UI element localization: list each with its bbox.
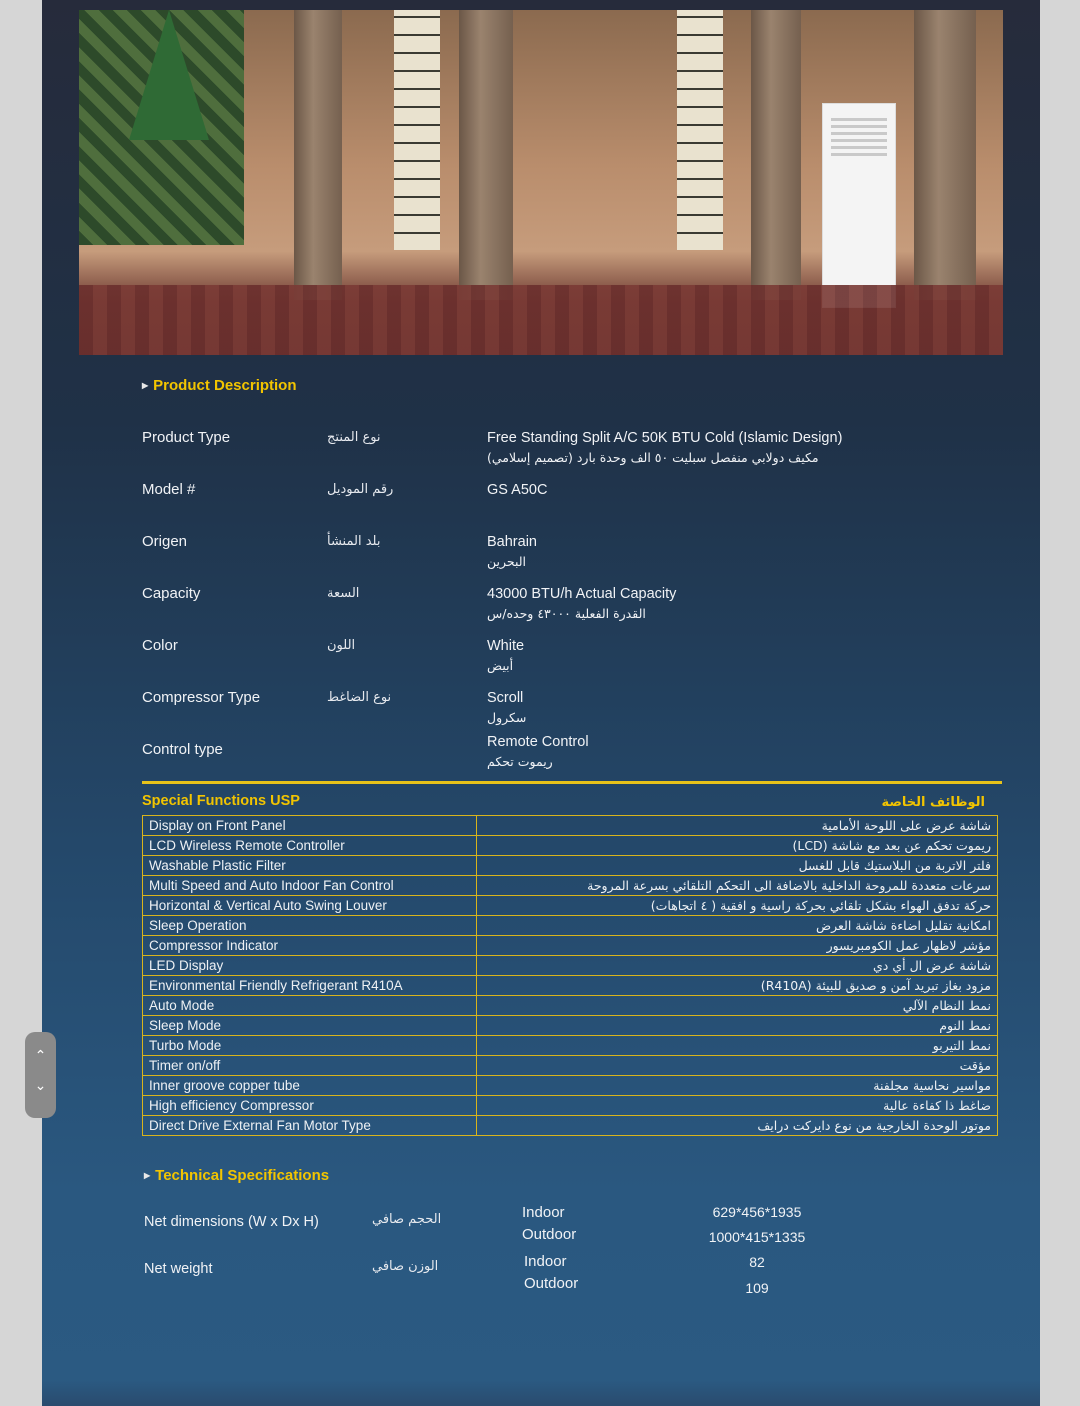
capacity-label: Capacity xyxy=(142,585,201,602)
table-row xyxy=(143,956,998,976)
table-row xyxy=(143,1016,998,1036)
function-ar: سرعات متعددة للمروحة الداخلية بالاضافة الى التحكم التلقائي بسرعة المروحة xyxy=(477,876,998,896)
function-en: Display on Front Panel xyxy=(143,816,477,836)
net-weight-indoor-value: 82 xyxy=(749,1254,765,1270)
origin-label-ar: بلد المنشأ xyxy=(327,534,381,549)
function-en: Washable Plastic Filter xyxy=(143,856,477,876)
function-en: Environmental Friendly Refrigerant R410A xyxy=(143,976,477,996)
table-row xyxy=(143,856,998,876)
function-ar: ريموت تحكم عن بعد مع شاشة (LCD) xyxy=(477,836,998,856)
function-ar: نمط التيربو xyxy=(477,1036,998,1056)
model-label: Model # xyxy=(142,481,196,498)
net-dimensions-outdoor-value: 1000*415*1335 xyxy=(708,1229,806,1245)
value-en: White xyxy=(487,638,525,654)
color-label-ar: اللون xyxy=(327,638,356,653)
triangle-bullet-icon: ▶ xyxy=(142,381,149,390)
table-row xyxy=(143,1096,998,1116)
left-margin xyxy=(0,0,42,1406)
table-row xyxy=(143,896,998,916)
table-row xyxy=(143,936,998,956)
product-type-value xyxy=(487,429,987,467)
brochure-page xyxy=(42,0,1040,1406)
table-row xyxy=(143,816,998,836)
table-row xyxy=(143,916,998,936)
value-en: Scroll xyxy=(487,690,524,706)
function-ar: شاشة عرض ال أي دي xyxy=(477,956,998,976)
function-ar: نمط النظام الآلي xyxy=(477,996,998,1016)
column xyxy=(459,10,513,300)
function-en: LCD Wireless Remote Controller xyxy=(143,836,477,856)
table-row xyxy=(143,836,998,856)
value-ar: القدرة الفعلية ٤٣٠٠٠ وحده/س xyxy=(487,606,646,621)
value-en: Bahrain xyxy=(487,534,537,550)
function-ar: ضاغط ذا كفاءة عالية xyxy=(477,1096,998,1116)
function-ar: مزود بغاز تبريد آمن و صديق للبيئة (R410A) xyxy=(477,976,998,996)
function-en: High efficiency Compressor xyxy=(143,1096,477,1116)
compressor-type-value xyxy=(487,689,987,727)
function-ar: حركة تدفق الهواء بشكل تلقائي بحركة راسية و افقية ( ٤ اتجاهات) xyxy=(477,896,998,916)
table-row xyxy=(143,1076,998,1096)
function-en: Sleep Mode xyxy=(143,1016,477,1036)
window xyxy=(394,10,440,250)
air-conditioner-unit xyxy=(822,103,896,308)
origin-value xyxy=(487,533,987,571)
value-ar: سكرول xyxy=(487,710,527,725)
origin-label: Origen xyxy=(142,533,188,550)
value-ar: مكيف دولابي منفصل سبليت ٥٠ الف وحدة بارد (تصميم إسلامي) xyxy=(487,450,819,465)
table-row xyxy=(143,1056,998,1076)
value-ar: ريموت تحكم xyxy=(487,754,553,769)
section-title: Technical Specifications xyxy=(155,1167,330,1184)
function-ar: شاشة عرض على اللوحة الأمامية xyxy=(477,816,998,836)
function-en: Horizontal & Vertical Auto Swing Louver xyxy=(143,896,477,916)
technical-specifications-heading xyxy=(144,1167,329,1184)
function-ar: نمط النوم xyxy=(477,1016,998,1036)
chevron-up-icon[interactable]: ⌃ xyxy=(34,1048,47,1064)
compressor-type-label: Compressor Type xyxy=(142,689,261,706)
value-en: Free Standing Split A/C 50K BTU Cold (Islamic Design) xyxy=(487,430,843,446)
section-title: Product Description xyxy=(153,377,297,394)
control-type-label: Control type xyxy=(142,741,223,758)
table-row xyxy=(143,1116,998,1136)
function-en: Compressor Indicator xyxy=(143,936,477,956)
function-ar: مؤشر لاظهار عمل الكومبريسور xyxy=(477,936,998,956)
value-en: Remote Control xyxy=(487,734,589,750)
chevron-down-icon[interactable]: ⌄ xyxy=(34,1078,47,1094)
product-description-heading xyxy=(142,377,297,394)
model-value xyxy=(487,481,987,500)
column xyxy=(751,10,801,300)
special-functions-table xyxy=(142,815,998,1136)
page-scroll-control[interactable] xyxy=(25,1032,56,1118)
net-weight-label-ar: الوزن صافي xyxy=(372,1259,439,1274)
function-en: Sleep Operation xyxy=(143,916,477,936)
function-en: Auto Mode xyxy=(143,996,477,1016)
function-ar: موتور الوحدة الخارجية من نوع دايركت درايف xyxy=(477,1116,998,1136)
color-label: Color xyxy=(142,637,178,654)
special-functions-heading-ar: الوظائف الخاصة xyxy=(881,795,985,810)
net-weight-outdoor-label: Outdoor xyxy=(524,1275,579,1292)
compressor-type-label-ar: نوع الضاغط xyxy=(327,690,392,705)
net-dimensions-indoor-value: 629*456*1935 xyxy=(712,1204,802,1220)
window xyxy=(677,10,723,250)
value-ar: البحرين xyxy=(487,554,527,569)
color-value xyxy=(487,637,987,675)
function-en: Direct Drive External Fan Motor Type xyxy=(143,1116,477,1136)
value-en: GS A50C xyxy=(487,482,548,498)
model-label-ar: رقم الموديل xyxy=(327,482,394,497)
net-dimensions-label: Net dimensions (W x Dx H) xyxy=(144,1214,319,1230)
value-en: 43000 BTU/h Actual Capacity xyxy=(487,586,677,602)
function-ar: مواسير نحاسية مجلفنة xyxy=(477,1076,998,1096)
function-en: Inner groove copper tube xyxy=(143,1076,477,1096)
function-en: Turbo Mode xyxy=(143,1036,477,1056)
table-row xyxy=(143,976,998,996)
product-type-label-ar: نوع المنتج xyxy=(327,430,381,445)
capacity-label-ar: السعة xyxy=(327,586,360,601)
capacity-value xyxy=(487,585,987,623)
control-type-value xyxy=(487,733,987,771)
product-type-label: Product Type xyxy=(142,429,231,446)
net-dimensions-indoor-label: Indoor xyxy=(522,1204,565,1221)
carpet xyxy=(79,285,1003,355)
triangle-bullet-icon: ▶ xyxy=(144,1171,151,1180)
section-divider xyxy=(142,781,1002,784)
right-margin xyxy=(1040,0,1080,1406)
net-dimensions-outdoor-label: Outdoor xyxy=(522,1226,577,1243)
column xyxy=(914,10,976,300)
table-row xyxy=(143,876,998,896)
function-ar: امكانية تقليل اضاءة شاشة العرض xyxy=(477,916,998,936)
function-en: Timer on/off xyxy=(143,1056,477,1076)
function-ar: فلتر الاتربة من البلاستيك قابل للغسل xyxy=(477,856,998,876)
net-weight-label: Net weight xyxy=(144,1261,213,1277)
special-functions-heading: Special Functions USP xyxy=(142,793,300,809)
function-en: Multi Speed and Auto Indoor Fan Control xyxy=(143,876,477,896)
net-weight-outdoor-value: 109 xyxy=(745,1280,769,1296)
table-row xyxy=(143,996,998,1016)
net-dimensions-label-ar: الحجم صافي xyxy=(372,1212,442,1227)
function-ar: مؤقت xyxy=(477,1056,998,1076)
column xyxy=(294,10,342,300)
table-row xyxy=(143,1036,998,1056)
hero-photo xyxy=(79,10,1003,355)
value-ar: أبيض xyxy=(487,658,514,673)
function-en: LED Display xyxy=(143,956,477,976)
net-weight-indoor-label: Indoor xyxy=(524,1253,567,1270)
